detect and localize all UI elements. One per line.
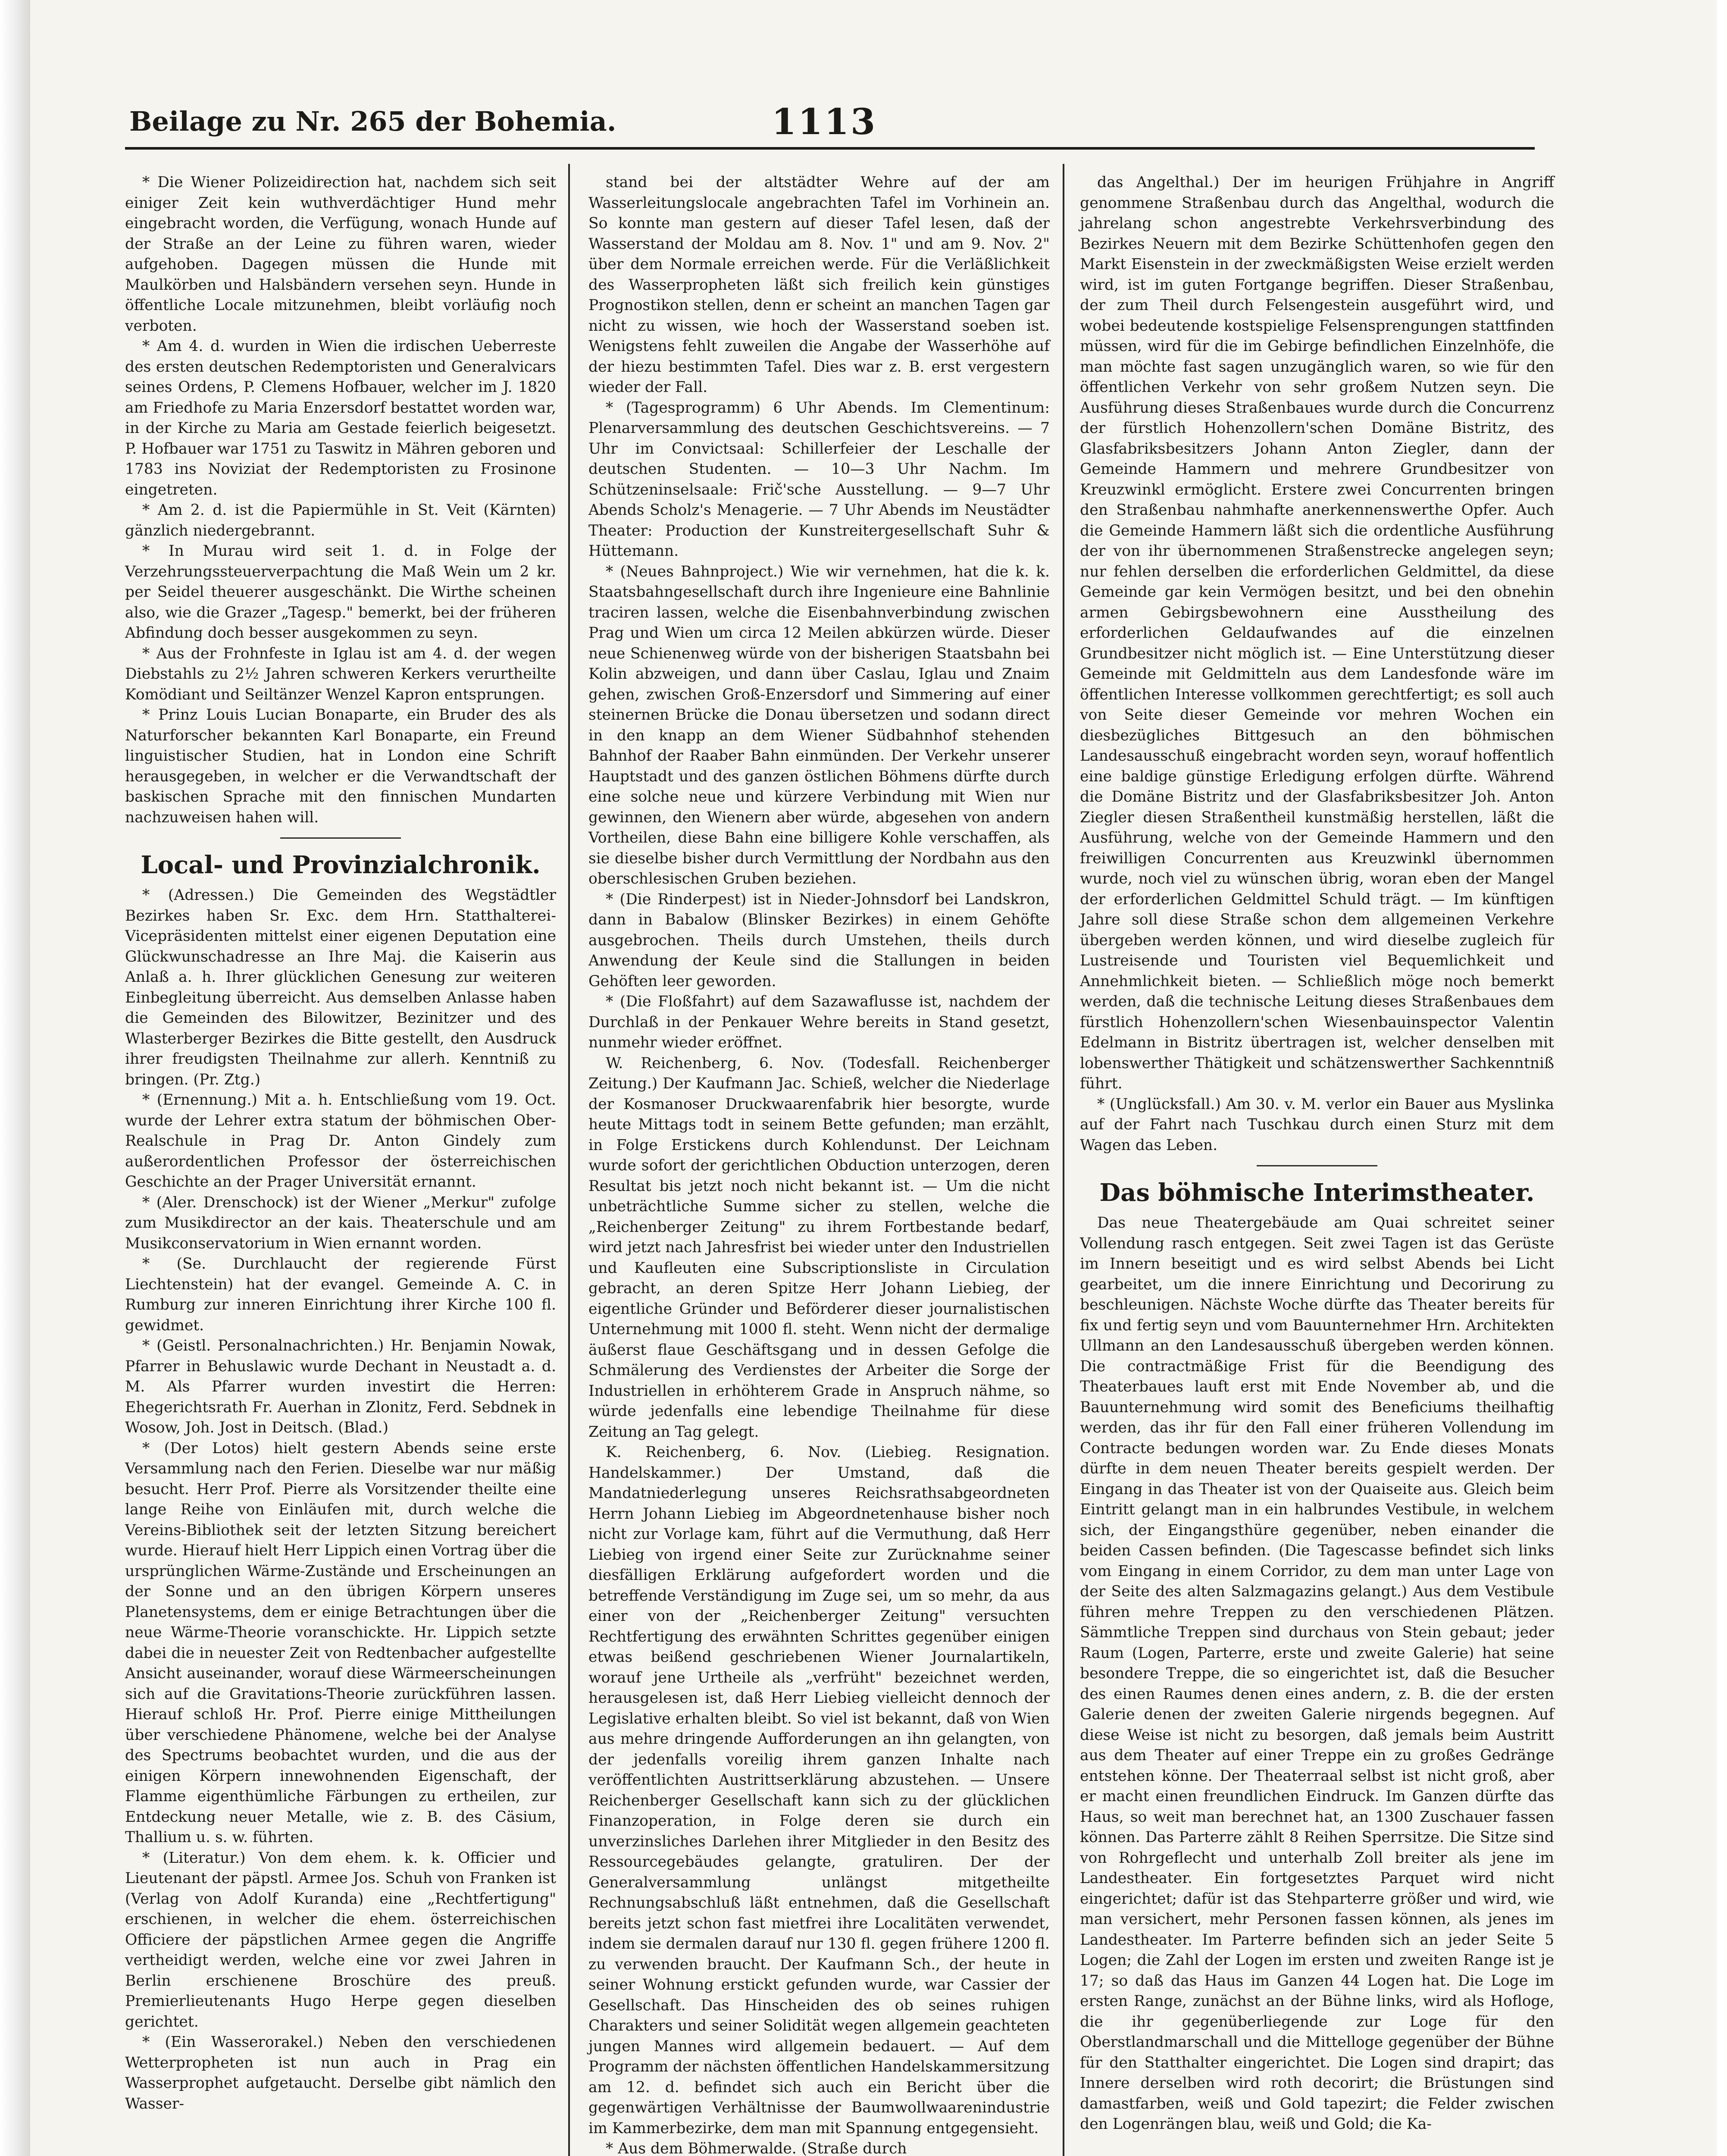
column-2 xyxy=(588,172,1050,2156)
article-angelthal: das Angelthal.) Der im heurigen Frühjahre in Angriff genommene Straßenbau durch das Angelthal, wodurch die jahrelang schon angestrebte Verkehrsverbindung des Bezirkes Neuern mit dem Bezirke Schüttenhofen gegen den Markt Eisenstein in der zweckmäßigsten Weise erzielt werden wird, ist im guten Fortgange begriffen. Dieser Straßenbau, der zum Theil durch Felsengestein ausgeführt wird, und wobei bedeutende kostspielige Felsensprengungen stattfinden müssen, wird für die im Gebirge befindlichen Einzelnhöfe, die man möchte fast sagen unzugänglich waren, so wie für den öffentlichen Verkehr von sehr großem Nutzen seyn. Die Ausführung dieses Straßenbaues wurde durch die Concurrenz der fürstlich Hohenzollern'schen Domäne Bistritz, des Glasfabriksbesitzers Johann Anton Ziegler, dann der Gemeinde Hammern und mehrere Grundbesitzer von Kreuzwinkl ermöglicht. Erstere zwei Concurrenten bringen den Straßenbau nahmhafte anerkennenswerthe Opfer. Auch die Gemeinde Hammern läßt sich die ordentliche Ausführung der von ihr übernommenen Straßenstrecke angelegen seyn; nur fehlen derselben die erforderlichen Geldmittel, da diese Gemeinde gar kein Vermögen besitzt, und bei den obnehin armen Gebirgsbewohnern eine Ausstheilung des erforderlichen Geldaufwandes auf die einzelnen Grundbesitzer nicht möglich ist. — Eine Unterstützung dieser Gemeinde mit Geldmitteln aus dem Landesfonde wäre im öffentlichen Interesse vollkommen gerechtfertigt; es soll auch von Seite dieser Gemeinde vor mehren Wochen ein diesbezügliches Bittgesuch an den böhmischen Landesausschuß eingebracht worden seyn, worauf hoffentlich eine baldige günstige Erledigung erfolgen dürfte. Während die Domäne Bistritz und der Glasfabriksbesitzer Joh. Anton Ziegler diesen Straßentheil kunstmäßig herstellen, läßt die Ausführung, welche von der Gemeinde Hammern und den freiwilligen Concurrenten aus Kreuzwinkl übernommen wurde, noch viel zu wünschen übrig, woran eben der Mangel der erforderlichen Geldmittel Schuld trägt. — Im künftigen Jahre soll diese Straße schon dem allgemeinen Verkehre übergeben werden können, und wird dieselbe zugleich für Lustreisende und Touristen viel Bequemlichkeit und Annehmlichkeit bieten. — Schließlich möge noch bemerkt werden, daß die technische Leitung dieses Straßenbaues dem fürstlich Hohenzollern'schen Wiesenbauinspector Valentin Edelmann in Bistritz übertragen ist, welcher denselben mit lobenswerther Thätigkeit und schätzenswerther Sachkenntniß führt. xyxy=(1080,174,1554,1092)
article-bahnproject: * (Neues Bahnproject.) Wie wir vernehmen, hat die k. k. Staatsbahngesellschaft durch ihre Ingenieure eine Bahnlinie traciren lassen, welche die Eisenbahnverbindung zwischen Prag und Wien um circa 12 Meilen abkürzen würde. Dieser neue Schienenweg würde von der bisherigen Staatsbahn bei Kolin abzweigen, und dann über Caslau, Iglau und Znaim gehen, zwischen Groß-Enzersdorf und Simmering auf einer steinernen Brücke die Donau übersetzen und sodann direct in den knapp an dem Wiener Südbahnhof stehenden Bahnhof der Raaber Bahn einmünden. Der Verkehr unserer Hauptstadt und des ganzen östlichen Böhmens dürfte durch eine solche neue und kürzere Verbindung mit Wien nur gewinnen, den Wienern aber würde, abgesehen von andern Vortheilen, diese Bahn eine billigere Kohle verschaffen, als sie dieselbe bisher durch Vermittlung der Nordbahn aus den oberschlesischen Gruben beziehen. xyxy=(588,563,1050,887)
header-rule xyxy=(125,147,1535,150)
article-wasserorakel-cont: stand bei der altstädter Wehre auf der am Wasserleitungslocale angebrachten Tafel im Vorhinein an. So konnte man gestern auf dieser Tafel lesen, daß der Wasserstand der Moldau am 8. Nov. 1" und am 9. Nov. 2" über dem Normale erreichen werde. Für die Verläßlichkeit des Wasserpropheten läßt sich freilich kein günstiges Prognostikon stellen, denn er scheint an manchen Tagen gar nicht zu wissen, wie hoch der Wasserstand soeben ist. Wenigstens fehlt zuweilen die Angabe der Wasserhöhe auf der hiezu bestimmten Tafel. Dies war z. B. erst vergestern wieder der Fall. xyxy=(588,174,1050,396)
article-liechtenstein: * (Se. Durchlaucht der regierende Fürst Liechtenstein) hat der evangel. Gemeinde A. C. in Rumburg zur inneren Einrichtung ihrer Kirche 100 fl. gewidmet. xyxy=(125,1255,556,1334)
article-literatur: * (Literatur.) Von dem ehem. k. k. Officier und Lieutenant der päpstl. Armee Jos. Schuh von Franken ist (Verlag von Adolf Kuranda) eine „Rechtfertigung" erschienen, in welcher die ehem. österreichischen Officiere der päpstlichen Armee gegen die Angriffe vertheidigt werden, welche eine vor zwei Jahren in Berlin erschienene Broschüre des preuß. Premierlieutenants Hugo Herpe gegen dieselben gerichtet. xyxy=(125,1849,556,2031)
article-ungluecksfall: * (Unglücksfall.) Am 30. v. M. verlor ein Bauer aus Myslinka auf der Fahrt nach Tuschkau durch einen Sturz mit dem Wagen das Leben. xyxy=(1080,1095,1554,1154)
page-edge-left xyxy=(0,0,30,2156)
article-ernennung: * (Ernennung.) Mit a. h. Entschließung vom 19. Oct. wurde der Lehrer extra statum der böhmischen Ober-Realschule in Prag Dr. Anton Gindely zum außerordentlichen Professor der österreichischen Geschichte an der Prager Universität ernannt. xyxy=(125,1091,556,1191)
article-hofbauer: * Am 4. d. wurden in Wien die irdischen Ueberreste des ersten deutschen Redemptoristen und Generalvicars seines Ordens, P. Clemens Hofbauer, welcher im J. 1820 am Friedhofe zu Maria Enzersdorf bestattet worden war, in der Kirche zu Maria am Gestade feierlich beigesetzt. P. Hofbauer war 1751 zu Taswitz in Mähren geboren und 1783 ins Noviziat der Redemptoristen zu Frosinone eingetreten. xyxy=(125,338,556,498)
article-dog-regulation: * Die Wiener Polizeidirection hat, nachdem sich seit einiger Zeit kein wuthverdächtiger Hund mehr eingebracht worden, die Verfügung, wonach Hunde auf der Straße an der Leine zu führen waren, wieder aufgehoben. Dagegen müssen die Hunde mit Maulkörben und Halsbändern versehen seyn. Hunde in öffentliche Locale mitzunehmen, bleibt vorläufig noch verboten. xyxy=(125,174,556,335)
section-separator xyxy=(1257,1165,1377,1166)
article-reichenberg-liebieg: K. Reichenberg, 6. Nov. (Liebieg. Resignation. Handelskammer.) Der Umstand, daß die Mandatniederlegung unseres Reichsrathsabgeordneten Herrn Johann Liebieg im Abgeordnetenhause bisher noch nicht zur Vorlage kam, führt auf die Vermuthung, daß Herr Liebieg von irgend einer Seite zur Zurücknahme seiner diesfälligen Erklärung aufgefordert worden und die betreffende Verständigung im Zuge sei, um so mehr, da aus einer von der „Reichenberger Zeitung" versuchten Rechtfertigung des erwähnten Schrittes gegenüber einigen etwas beißend geschriebenen Wiener Journalartikeln, worauf jene Urtheile als „verfrüht" bezeichnet werden, herausgelesen ist, daß Herr Liebieg vielleicht dennoch der Legislative erhalten bleibt. So viel ist bekannt, daß von Wien aus mehre dringende Aufforderungen an ihn gelangten, von der jedenfalls voreilig ihrem ganzen Inhalte nach veröffentlichten Austrittserklärung abzustehen. — Unsere Reichenberger Gesellschaft kann sich zu der glücklichen Finanzoperation, in Folge deren sie durch ein unverzinsliches Darlehen ihrer Mitglieder in den Besitz des Ressourcegebäudes gelangte, gratuliren. Der der Generalversammlung unlängst mitgetheilte Rechnungsabschluß läßt entnehmen, daß die Gesellschaft bereits jetzt schon fast mietfrei ihre Localitäten verwendet, indem sie dermalen darauf nur 130 fl. gegen frühere 1200 fl. zu verwenden braucht. Der Kaufmann Sch., der heute in seiner Wohnung erstickt gefunden wurde, war Cassier der Gesellschaft. Das Hinscheiden des ob seines ruhigen Charakters und seiner Solidität wegen allgemein geachteten jungen Mannes wird allgemein bedauert. — Auf dem Programm der nächsten öffentlichen Handelskammersitzung am 12. d. befindet sich auch ein Bericht über die gegenwärtigen Verhältnisse der Baumwollwaarenindustrie im Kammerbezirke, dem man mit Spannung entgegensieht. xyxy=(588,1444,1050,2137)
supplement-title: Beilage zu Nr. 265 der Bohemia. xyxy=(129,106,616,137)
article-murau-wine: * In Murau wird seit 1. d. in Folge der Verzehrungssteuerverpachtung die Maß Wein um 2 kr. per Seidel theuerer ausgeschänkt. Die Wirthe scheinen also, wie die Grazer „Tagesp." bemerkt, bei der früheren Abfindung doch besser ausgekommen zu seyn. xyxy=(125,542,556,642)
section-title-local-chronicle: Local- und Provinzialchronik. xyxy=(141,851,541,879)
article-wasserorakel: * (Ein Wasserorakel.) Neben den verschiedenen Wetterpropheten ist nun auch in Prag ein Wasserprophet aufgetaucht. Derselbe gibt nämlich den Wasser- xyxy=(125,2034,556,2112)
section-title-interimstheater: Das böhmische Interimstheater. xyxy=(1099,1178,1535,1207)
article-reichenberg-todesfall: W. Reichenberg, 6. Nov. (Todesfall. Reichenberger Zeitung.) Der Kaufmann Jac. Schieß, welcher die Niederlage der Kosmanoser Druckwaarenfabrik hier besorgte, wurde heute Mittags todt in seinem Bette gefunden; man erzählt, in Folge Erstickens durch Kohlendunst. Der Leichnam wurde sofort der gerichtlichen Obduction unterzogen, deren Resultat bis jetzt noch nicht bekannt ist. — Um die nicht unbeträchtliche Summe sicher zu stellen, welche die „Reichenberger Zeitung" zu ihrem Fortbestande bedarf, wird jetzt nach Jahresfrist bei wieder unter den Industriellen und Kaufleuten eine Subscriptionsliste in Circulation gebracht, an deren Spitze Herr Johann Liebieg, der eigentliche Gründer und Beförderer dieser journalistischen Unternehmung mit 1000 fl. steht. Wenn nicht der dermalige äußerst flaue Geschäftsgang und in dessen Gefolge die Schmälerung des Verdienstes der Arbeiter die Sorge der Industriellen in erhöhterem Grade in Anspruch nähme, so würde jedenfalls eine lebendige Theilnahme für diese Zeitung an Tag gelegt. xyxy=(588,1054,1050,1441)
page-number: 1113 xyxy=(772,101,877,143)
column-rule-right xyxy=(1063,164,1064,2156)
article-interimstheater: Das neue Theatergebäude am Quai schreitet seiner Vollendung rasch entgegen. Seit zwei Tagen ist das Gerüste im Innern beseitigt und es wird selbst Abends bei Licht gearbeitet, um die innere Einrichtung und Decorirung zu beschleunigen. Nächste Woche dürfte das Theater bereits für fix und fertig seyn und vom Bauunternehmer Hrn. Architekten Ullmann an den Landesausschuß übergeben werden können. Die contractmäßige Frist für die Beendigung des Theaterbaues lauft erst mit Ende November ab, und die Bauunternehmung wird somit des Beneficiums theilhaftig werden, das ihr für den Fall einer früheren Vollendung im Contracte bedungen worden war. Zu Ende dieses Monats dürfte in dem neuen Theater bereits gespielt werden. Der Eingang in das Theater ist von der Quaiseite aus. Gleich beim Eintritt gelangt man in ein halbrundes Vestibule, in welchem sich, der Eingangsthüre gegenüber, neben einander die beiden Cassen befinden. (Die Tagescasse befindet sich links vom Eingang in einem Corridor, zu dem man unter Lage von der Seite des alten Salzmagazins gelangt.) Aus dem Vestibule führen mehre Treppen zu den verschiedenen Plätzen. Sämmtliche Treppen sind durchaus von Stein gebaut; jeder Raum (Logen, Parterre, erste und zweite Galerie) hat seine besondere Treppe, die so eingerichtet ist, daß die Besucher des einen Raumes denen eines andern, z. B. die der ersten Galerie denen der zweiten Galerie nirgends begegnen. Auf diese Weise ist nicht zu besorgen, daß jemals beim Austritt aus dem Theater auf einer Treppe ein zu großes Gedränge entstehen könne. Der Theaterraal selbst ist nicht groß, aber er macht einen freundlichen Eindruck. Im Ganzen dürfte das Haus, so weit man berechnet hat, an 1300 Zuschauer fassen können. Das Parterre zählt 8 Reihen Sperrsitze. Die Sitze sind von Rohrgeflecht und unterhalb Zoll breiter als jene im Landestheater. Ein fortgesetztes Parquet wird nicht eingerichtet; dafür ist das Stehparterre größer und wird, wie man versichert, mehr Personen fassen können, als jenes im Landestheater. Im Parterre befinden sich an jeder Seite 5 Logen; die Zahl der Logen im ersten und zweiten Range ist je 17; so daß das Haus im Ganzen 44 Logen hat. Die Loge im ersten Range, zunächst an der Bühne links, wird als Hofloge, die ihr gegenüberliegende zur Loge für den Oberstlandmarschall und die Mittelloge gegenüber der Bühne für den Statthalter eingerichtet. Die Logen sind drapirt; das Innere derselben wird roth decorirt; die Brüstungen sind damastfarben, weiß und Gold tapezirt; die Felder zwischen den Logenrängen blau, weiß und Gold; die Ka- xyxy=(1080,1214,1554,2133)
section-separator xyxy=(280,837,401,839)
article-boehmerwald: * Aus dem Böhmerwalde. (Straße durch xyxy=(606,2140,907,2156)
article-adressen: * (Adressen.) Die Gemeinden des Wegstädtler Bezirkes haben Sr. Exc. dem Hrn. Statthalterei-Vicepräsidenten mittelst einer eigenen Deputation eine Glückwunschadresse an Ihre Maj. die Kaiserin aus Anlaß a. h. Ihrer glücklichen Genesung zur weiteren Einbegleitung überreicht. Aus demselben Anlasse haben die Gemeinden des Bilowitzer, Bezinitzer und des Wlasterberger Bezirkes die Bitte gestellt, den Ausdruck ihrer freudigsten Theilnahme zur allerh. Kenntniß zu bringen. (Pr. Ztg.) xyxy=(125,887,556,1088)
page-header xyxy=(125,101,1535,153)
article-flossfahrt: * (Die Floßfahrt) auf dem Sazawaflusse ist, nachdem der Durchlaß in der Penkauer Wehre bereits in Stand gesetzt, nunmehr wieder eröffnet. xyxy=(588,993,1050,1051)
article-personal-news: * (Geistl. Personalnachrichten.) Hr. Benjamin Nowak, Pfarrer in Behuslawic wurde Dechant in Neustadt a. d. M. Als Pfarrer wurden investirt die Herren: Ehegerichtsrath Fr. Auerhan in Zlonitz, Ferd. Sebdnek in Wosow, Joh. Jost in Deitsch. (Blad.) xyxy=(125,1337,556,1436)
article-tagesprogramm: * (Tagesprogramm) 6 Uhr Abends. Im Clementinum: Plenarversammlung des deutschen Geschichtsvereins. — 7 Uhr im Convictsaal: Schillerfeier der Leschalle der deutschen Studenten. — 10—3 Uhr Nachm. Im Schützeninselsaale: Frič'sche Ausstellung. — 9—7 Uhr Abends Scholz's Menagerie. — 7 Uhr Abends im Neustädter Theater: Production der Kunstreitergesellschaft Suhr & Hüttemann. xyxy=(588,399,1050,560)
page-edge-right xyxy=(1717,0,1727,2156)
article-paper-mill-fire: * Am 2. d. ist die Papiermühle in St. Veit (Kärnten) gänzlich niedergebrannt. xyxy=(125,501,556,539)
article-drenschock: * (Aler. Drenschock) ist der Wiener „Merkur" zufolge zum Musikdirector an der kais. Theaterschule und am Musikconservatorium in Wien ernannt worden. xyxy=(125,1194,556,1252)
column-rule-left xyxy=(568,164,570,2156)
article-iglau-escape: * Aus der Frohnfeste in Iglau ist am 4. d. der wegen Diebstahls zu 2½ Jahren schweren Kerkers verurtheilte Komödiant und Seiltänzer Wenzel Kapron entsprungen. xyxy=(125,645,556,703)
article-rinderpest: * (Die Rinderpest) ist in Nieder-Johnsdorf bei Landskron, dann in Babalow (Blinsker Bezirkes) in einem Gehöfte ausgebrochen. Theils durch Umstehen, theils durch Anwendung der Keule sind die Stallungen in beiden Gehöften leer geworden. xyxy=(588,890,1050,990)
article-bonaparte: * Prinz Louis Lucian Bonaparte, ein Bruder des als Naturforscher bekannten Karl Bonaparte, ein Freund linguistischer Studien, hat in London eine Schrift herausgegeben, in welcher er die Verwandtschaft der baskischen Sprache mit den finnischen Mundarten nachzuweisen hahen will. xyxy=(125,706,556,826)
column-1 xyxy=(125,172,556,2114)
article-lotos: * (Der Lotos) hielt gestern Abends seine erste Versammlung nach den Ferien. Dieselbe war nur mäßig besucht. Herr Prof. Pierre als Vorsitzender theilte eine lange Reihe von Einläufen mit, durch welche die Vereins-Bibliothek seit der letzten Sitzung bereichert wurde. Hierauf hielt Herr Lippich einen Vortrag über die ursprünglichen Wärme-Zustände und Erscheinungen an der Sonne und an den übrigen Körpern unseres Planetensystems, dem er einige Betrachtungen über die neue Wärme-Theorie voranschickte. Hr. Lippich setzte dabei die in neuester Zeit von Redtenbacher aufgestellte Ansicht auseinander, worauf diese Wärmeerscheinungen sich auf die Gravitations-Theorie zurückführen lassen. Hierauf schloß Hr. Prof. Pierre einige Mittheilungen über verschiedene Phänomene, welche bei der Analyse des Spectrums beobachtet wurden, und die aus der einigen Körpern innewohnenden Eigenschaft, der Flamme eigenthümliche Färbungen zu ertheilen, zur Entdeckung neuer Metalle, wie z. B. des Cäsium, Thallium u. s. w. führten. xyxy=(125,1439,556,1846)
column-3 xyxy=(1080,172,1554,2135)
